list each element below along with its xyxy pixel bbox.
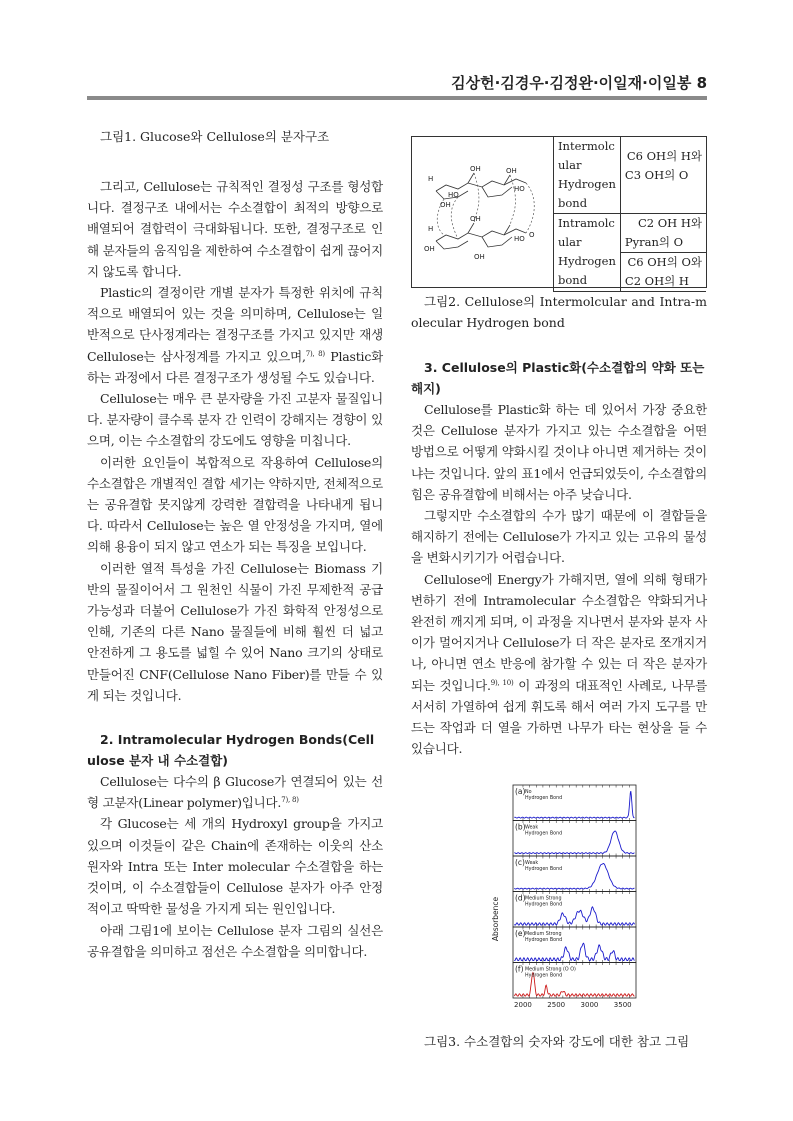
right-column [411, 130, 707, 1052]
panel-tag: (c) [515, 858, 525, 868]
citation: 7), 8) [305, 349, 325, 358]
atom-label: OH [474, 253, 485, 261]
figure2-box [411, 136, 707, 288]
paragraph-energy-tail: 이 과정의 대표적인 사례로, 나무를 서서히 가열하여 쉽게 휘도록 해서 여러 가지 도구를 만드는 작업과 더 열을 가하면 나무가 타는 현상을 들 수 있습니다. [411, 677, 707, 757]
panel-tag: (a) [515, 787, 526, 797]
panel-label: Hydrogen Bond [525, 973, 563, 979]
figure1-caption: 그림1. Glucose와 Cellulose의 분자구조 [100, 129, 330, 144]
atom-label: H [428, 175, 434, 183]
cellulose-hbond-diagram [414, 147, 549, 277]
citation: 9), 10) [490, 678, 514, 687]
spectrum-panel [513, 785, 636, 821]
spectrum-panel [513, 821, 636, 857]
panel-tag: (b) [515, 822, 526, 832]
atom-label: OH [440, 201, 451, 209]
x-tick-label: 3500 [613, 1001, 632, 1010]
hbond-desc-inter: C6 OH의 H와 C3 OH의 O [620, 137, 706, 214]
spectrum-panel [513, 856, 636, 892]
paragraph-plastic-crystal-tail: Plastic화 하는 과정에서 다른 결정구조가 생성될 수도 있습니다. [87, 348, 384, 385]
x-tick-label: 2500 [547, 1001, 566, 1010]
header-rule [87, 96, 707, 100]
panel-label: No [525, 790, 532, 796]
paragraph-molecular-weight: Cellulose는 매우 큰 분자량을 가진 고분자 물질입니다. 분자량이 클수록 분자 간 인력이 강해지는 경향이 있으며, 이는 수소결합의 강도에도 영향을 미칩니다. [87, 391, 383, 449]
spectrum-line [514, 907, 634, 925]
hbond-table [553, 137, 706, 292]
atom-label: HO [514, 235, 525, 243]
figure3 [411, 779, 707, 1029]
paragraph-hydroxyl: 각 Glucose는 세 개의 Hydroxyl group을 가지고 있으며 이것들이 같은 Chain에 존재하는 이웃의 산소 원자와 Intra 또는 Inter molecular 수소결합을 하는 것이며, 이 수소결합들이 Cellulose 분자가 아주 안정적이고 딱딱한 물성을 가지게 되는 원인입니다. [87, 816, 383, 917]
panel-tag: (d) [515, 893, 526, 903]
x-tick-label: 3000 [580, 1001, 599, 1010]
panel-label: Medium Strong [525, 932, 562, 938]
paragraph-bond-count: 그렇지만 수소결합의 수가 많기 때문에 이 결합들을 해지하기 전에는 Cellulose가 가지고 있는 고유의 물성을 변화시키기가 어렵습니다. [411, 508, 707, 566]
hbond-desc-intra: C2 OH H와 Pyran의 O C6 OH의 O와 C2 OH의 H [620, 214, 706, 292]
atom-label: OH [424, 245, 435, 253]
atom-label: HO [514, 185, 525, 193]
paragraph-energy-text: Cellulose에 Energy가 가해지면, 열에 의해 형태가 변하기 전에 Intramolecular 수소결합은 약화되거나 완전히 깨지게 되며, 이 과정을 지나면서 분자와 분자 사이가 멀어지거나 Cellulose가 더 작은 분자로 쪼개지거나, 아니면 연소 반응에 참가할 수 있는 더 작은 분자가 되는 것입니다. [411, 571, 707, 693]
section3-heading: 3. Cellulose의 Plastic화(수소결합의 약화 또는 해지) [411, 360, 705, 396]
section2-heading: 2. Intramolecular Hydrogen Bonds(Cellulose 분자 내 수소결합) [87, 732, 375, 769]
figure2-caption: 그림2. Cellulose의 Intermolcular and Intra-molecular Hydrogen bond [411, 294, 707, 330]
panel-label: Hydrogen Bond [525, 902, 563, 908]
paragraph-plasticization: Cellulose를 Plastic화 하는 데 있어서 가장 중요한 것은 Cellulose 분자가 가지고 있는 수소결합을 어떤 방법으로 어떻게 약화시킬 것이냐 아니면 제거하는 것이냐는 것입니다. 앞의 표1에서 언급되었듯이, 수소결합의 힘은 공유결합에 비해서는 아주 낮습니다. [411, 402, 707, 502]
table-row [554, 137, 707, 214]
atom-label: OH [506, 167, 517, 175]
panel-label: Hydrogen Bond [525, 831, 563, 837]
paragraph-energy [411, 569, 707, 760]
spectrum-panel [513, 927, 636, 963]
hbond-type-intra: Intramolc ular Hydrogen bond [554, 214, 621, 292]
x-tick-label: 2000 [514, 1001, 532, 1010]
running-header [451, 72, 707, 93]
citation: 7), 8) [281, 796, 299, 805]
spectrum-panel [513, 963, 636, 999]
panel-label: Hydrogen Bond [525, 867, 563, 873]
atom-label: H [428, 225, 434, 233]
panel-label: Weak [525, 861, 539, 867]
atom-label: HO [448, 191, 459, 199]
paragraph-plastic-crystal [87, 282, 383, 388]
atom-label: OH [470, 215, 481, 223]
y-axis-label: Absorbence [491, 897, 500, 942]
panel-label: Medium Strong (O O) [525, 967, 576, 973]
paragraph-cnf: 이러한 열적 특성을 가진 Cellulose는 Biomass 기반의 물질이어서 그 원천인 식물이 가진 무제한적 공급 가능성과 더불어 Cellulose가 가진 화학적 안정성으로 인해, 기존의 다른 Nano 물질들에 비해 훨씬 더 넓고 안전하게 그 용도를 넓힐 수 있어 Nano 크기의 상태로 만들어진 CNF(Cellulose Nano Fiber)를 만들 수 있게 되는 것입니다. [87, 560, 383, 703]
paragraph-linear-polymer-text: Cellulose는 다수의 β Glucose가 연결되어 있는 선형 고분자(Linear polymer)입니다. [87, 774, 383, 811]
paragraph-figure-reference: 아래 그림1에 보이는 Cellulose 분자 그림의 실선은 공유결합을 의미하고 점선은 수소결합을 의미합니다. [87, 922, 383, 959]
hbond-type-inter: Intermolc ular Hydrogen bond [554, 137, 621, 214]
page-number: 8 [696, 74, 707, 92]
panel-tag: (e) [515, 929, 526, 939]
atom-label: OH [470, 165, 481, 173]
panel-label: Hydrogen Bond [525, 938, 563, 944]
table-row [554, 214, 707, 292]
panel-label: Medium Strong [525, 896, 562, 902]
spectrum-line [514, 944, 634, 961]
left-column [87, 126, 383, 962]
running-title: 김상헌·김경우·김정완·이일재·이일봉 [451, 74, 692, 92]
panel-label: Hydrogen Bond [525, 796, 563, 802]
paragraph-linear-polymer [87, 771, 383, 813]
paragraph-crystalline: 그리고, Cellulose는 규칙적인 결정성 구조를 형성합니다. 결정구조 내에서는 수소결합이 최적의 방향으로 배열되어 결합력이 극대화됩니다. 또한, 결정구조로 인해 분자들의 움직임을 제한하여 수소결합이 쉽게 끊어지지 않도록 합니다. [87, 179, 383, 279]
atom-label: O [529, 231, 535, 239]
ir-spectra-chart [491, 779, 641, 1029]
panel-label: Weak [525, 825, 539, 831]
spectrum-panel [513, 892, 636, 928]
paragraph-thermal-stability: 이러한 요인들이 복합적으로 작용하여 Cellulose의 수소결합은 개별적인 결합 세기는 약하지만, 전체적으로는 공유결합 못지않게 강력한 결합력을 나타내게 됩니다. 따라서 Cellulose는 높은 열 안정성을 가지며, 열에 의해 용융이 되지 않고 연소가 되는 특징을 보입니다. [87, 454, 383, 555]
panel-tag: (f) [515, 964, 524, 974]
paragraph-plastic-crystal-text: Plastic의 결정이란 개별 분자가 특정한 위치에 규칙적으로 배열되어 있는 것을 의미하며, Cellulose는 일반적으로 단사정계라는 결정구조를 가지고 있지만 재생 Cellulose는 삼사정계를 가지고 있으며, [87, 285, 383, 364]
figure3-caption: 그림3. 수소결합의 숫자와 강도에 대한 참고 그림 [424, 1034, 690, 1050]
